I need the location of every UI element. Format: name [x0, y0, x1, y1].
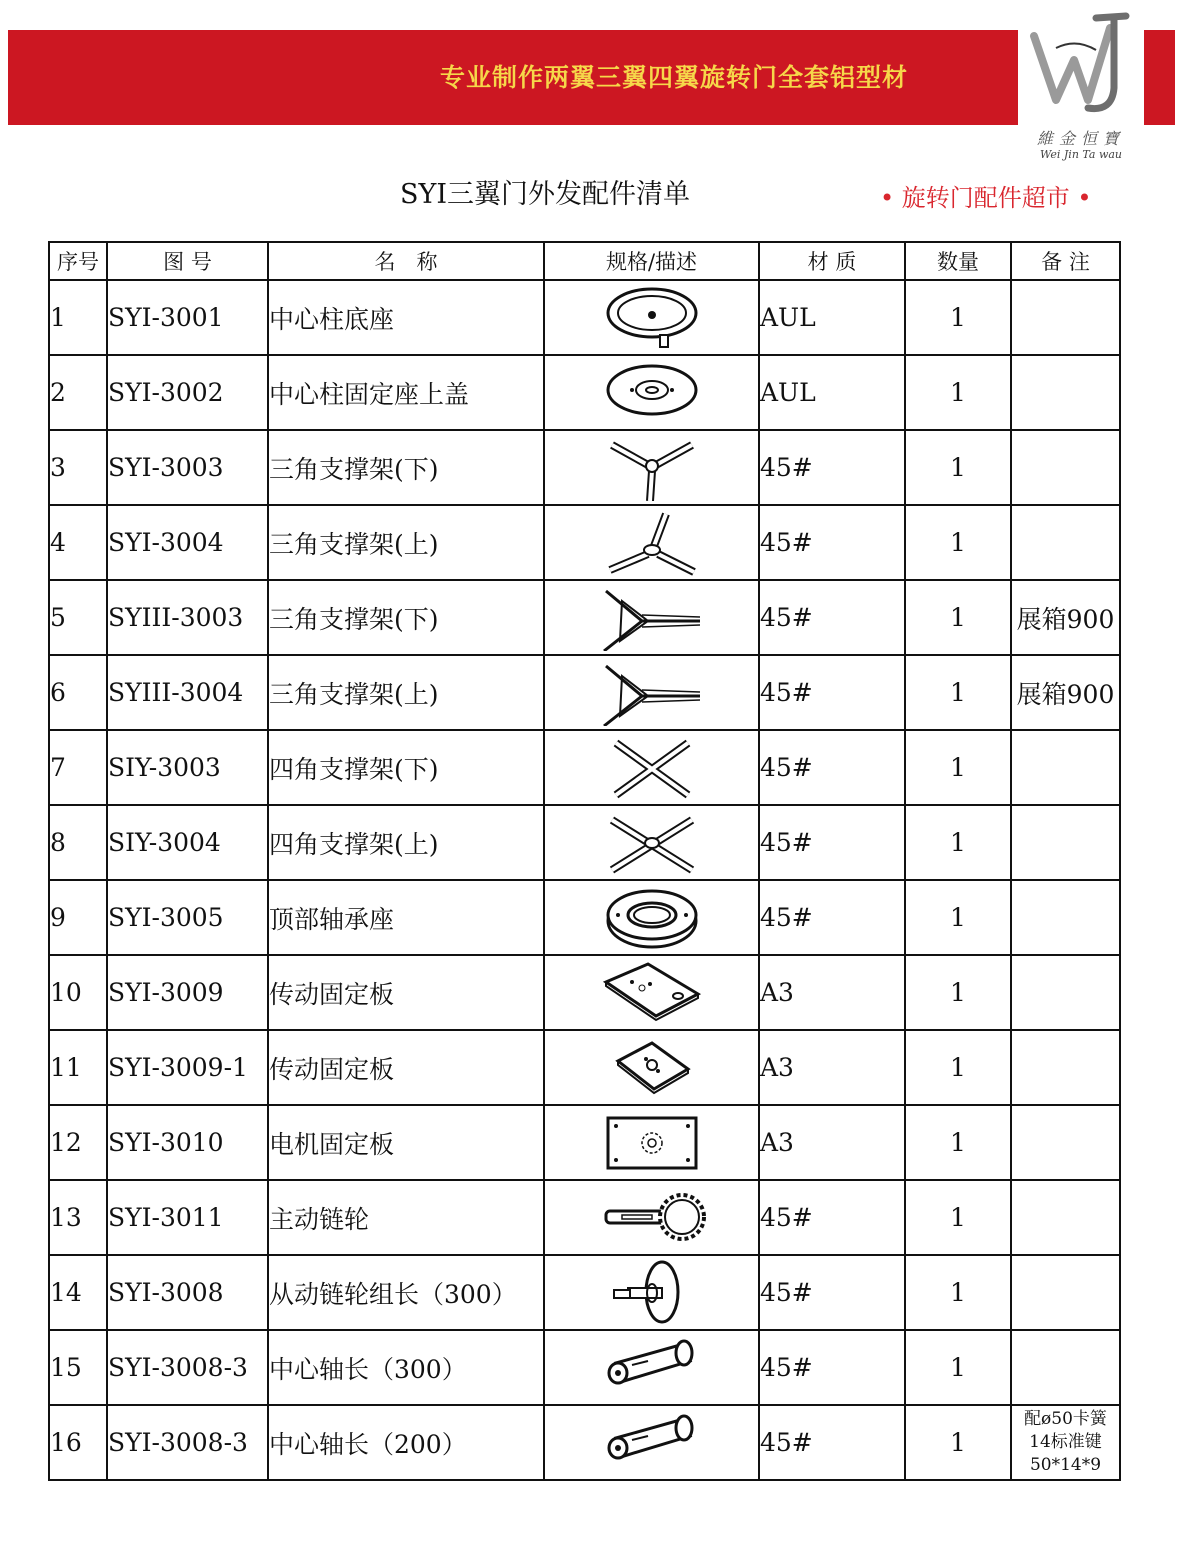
- table-row: [49, 1255, 1120, 1330]
- part-code: SYIII-3004: [107, 655, 268, 730]
- row-index: 3: [49, 430, 107, 505]
- table-row: [49, 355, 1120, 430]
- row-index: 13: [49, 1180, 107, 1255]
- row-index: 15: [49, 1330, 107, 1405]
- part-material: 45#: [759, 505, 905, 580]
- table-row: [49, 1105, 1120, 1180]
- table-row: [49, 505, 1120, 580]
- part-name: 三角支撑架(上): [268, 505, 544, 580]
- row-index: 2: [49, 355, 107, 430]
- plate-holes-icon: [592, 960, 712, 1026]
- tri-bracket-hub-icon: [592, 510, 712, 576]
- logo-english-text: Wei Jin Ta wau: [1039, 148, 1123, 161]
- part-name: 中心柱固定座上盖: [268, 355, 544, 430]
- table-row: [49, 730, 1120, 805]
- part-drawing: [544, 1330, 759, 1405]
- cross-frame-hub-icon: [592, 810, 712, 876]
- header-spec: 规格/描述: [544, 242, 759, 280]
- row-index: 9: [49, 880, 107, 955]
- cross-frame-icon: [592, 735, 712, 801]
- logo-chinese-text: 維金恒寶: [1036, 129, 1125, 148]
- part-note: [1011, 805, 1120, 880]
- part-quantity: 1: [905, 430, 1011, 505]
- part-note: [1011, 430, 1120, 505]
- part-drawing: [544, 1105, 759, 1180]
- part-quantity: 1: [905, 1030, 1011, 1105]
- part-material: A3: [759, 955, 905, 1030]
- part-quantity: 1: [905, 1405, 1011, 1480]
- table-row: [49, 1330, 1120, 1405]
- part-code: SYI-3001: [107, 280, 268, 355]
- table-row: [49, 580, 1120, 655]
- part-name: 从动链轮组长（300）: [268, 1255, 544, 1330]
- row-index: 7: [49, 730, 107, 805]
- part-code: SYI-3005: [107, 880, 268, 955]
- part-code: SIY-3004: [107, 805, 268, 880]
- table-row: [49, 1405, 1120, 1480]
- table-row: [49, 655, 1120, 730]
- part-quantity: 1: [905, 1255, 1011, 1330]
- part-drawing: [544, 1180, 759, 1255]
- header-code: 图 号: [107, 242, 268, 280]
- header-name: 名 称: [268, 242, 544, 280]
- part-note: [1011, 1405, 1120, 1480]
- part-note: [1011, 505, 1120, 580]
- part-code: SYI-3008-3: [107, 1405, 268, 1480]
- part-quantity: 1: [905, 880, 1011, 955]
- part-name: 三角支撑架(下): [268, 580, 544, 655]
- row-index: 11: [49, 1030, 107, 1105]
- part-code: SYI-3009: [107, 955, 268, 1030]
- row-index: 8: [49, 805, 107, 880]
- part-note: [1011, 1180, 1120, 1255]
- part-drawing: [544, 805, 759, 880]
- part-drawing: [544, 355, 759, 430]
- header-index: 序号: [49, 242, 107, 280]
- part-name: 四角支撑架(上): [268, 805, 544, 880]
- part-quantity: 1: [905, 1330, 1011, 1405]
- part-name: 中心轴长（200）: [268, 1405, 544, 1480]
- note-text: 展箱900: [1016, 604, 1115, 634]
- plate-small-icon: [592, 1035, 712, 1101]
- shaft-icon: [592, 1410, 712, 1476]
- part-code: SYI-3003: [107, 430, 268, 505]
- part-code: SYI-3002: [107, 355, 268, 430]
- part-note: [1011, 1255, 1120, 1330]
- part-material: 45#: [759, 805, 905, 880]
- part-code: SYI-3011: [107, 1180, 268, 1255]
- row-index: 10: [49, 955, 107, 1030]
- table-row: [49, 955, 1120, 1030]
- row-index: 4: [49, 505, 107, 580]
- note-text: 配ø50卡簧 14标准键 50*14*9: [1024, 1409, 1107, 1475]
- part-material: 45#: [759, 730, 905, 805]
- part-drawing: [544, 430, 759, 505]
- part-drawing: [544, 655, 759, 730]
- company-logo: [1018, 8, 1144, 160]
- part-material: 45#: [759, 580, 905, 655]
- part-material: 45#: [759, 430, 905, 505]
- part-drawing: [544, 1405, 759, 1480]
- part-material: A3: [759, 1105, 905, 1180]
- logo-wj-icon: [1026, 8, 1138, 120]
- part-name: 主动链轮: [268, 1180, 544, 1255]
- part-drawing: [544, 955, 759, 1030]
- part-name: 传动固定板: [268, 1030, 544, 1105]
- part-material: 45#: [759, 1180, 905, 1255]
- y-frame-icon: [592, 585, 712, 651]
- part-code: SYI-3010: [107, 1105, 268, 1180]
- shaft-icon: [592, 1335, 712, 1401]
- document-title: SYI三翼门外发配件清单: [400, 179, 690, 210]
- base-dish-icon: [592, 285, 712, 351]
- row-index: 12: [49, 1105, 107, 1180]
- part-drawing: [544, 880, 759, 955]
- cover-disc-icon: [592, 360, 712, 426]
- part-quantity: 1: [905, 955, 1011, 1030]
- table-header-row: [49, 242, 1120, 280]
- header-material: 材 质: [759, 242, 905, 280]
- table-row: [49, 430, 1120, 505]
- part-name: 电机固定板: [268, 1105, 544, 1180]
- part-note: [1011, 730, 1120, 805]
- part-name: 顶部轴承座: [268, 880, 544, 955]
- header-note: 备 注: [1011, 242, 1120, 280]
- part-material: AUL: [759, 280, 905, 355]
- part-name: 传动固定板: [268, 955, 544, 1030]
- sprocket-shaft-icon: [592, 1185, 712, 1251]
- part-name: 三角支撑架(下): [268, 430, 544, 505]
- part-quantity: 1: [905, 655, 1011, 730]
- table-row: [49, 880, 1120, 955]
- part-quantity: 1: [905, 1105, 1011, 1180]
- part-drawing: [544, 280, 759, 355]
- part-name: 四角支撑架(下): [268, 730, 544, 805]
- part-note: [1011, 280, 1120, 355]
- row-index: 1: [49, 280, 107, 355]
- part-quantity: 1: [905, 1180, 1011, 1255]
- part-note: [1011, 580, 1120, 655]
- part-quantity: 1: [905, 280, 1011, 355]
- part-quantity: 1: [905, 505, 1011, 580]
- part-name: 中心柱底座: [268, 280, 544, 355]
- part-note: [1011, 655, 1120, 730]
- table-row: [49, 805, 1120, 880]
- part-code: SYI-3008-3: [107, 1330, 268, 1405]
- table-row: [49, 280, 1120, 355]
- part-note: [1011, 955, 1120, 1030]
- row-index: 16: [49, 1405, 107, 1480]
- table-row: [49, 1030, 1120, 1105]
- part-material: 45#: [759, 655, 905, 730]
- part-drawing: [544, 1030, 759, 1105]
- part-code: SYIII-3003: [107, 580, 268, 655]
- part-quantity: 1: [905, 730, 1011, 805]
- part-code: SYI-3004: [107, 505, 268, 580]
- part-note: [1011, 1030, 1120, 1105]
- note-text: 展箱900: [1016, 679, 1115, 709]
- part-note: [1011, 880, 1120, 955]
- part-name: 三角支撑架(上): [268, 655, 544, 730]
- part-material: 45#: [759, 1330, 905, 1405]
- part-drawing: [544, 505, 759, 580]
- part-material: 45#: [759, 1255, 905, 1330]
- banner-text: 专业制作两翼三翼四翼旋转门全套铝型材: [440, 63, 909, 92]
- bearing-ring-icon: [592, 885, 712, 951]
- part-name: 中心轴长（300）: [268, 1330, 544, 1405]
- header-qty: 数量: [905, 242, 1011, 280]
- row-index: 5: [49, 580, 107, 655]
- part-material: 45#: [759, 880, 905, 955]
- part-material: AUL: [759, 355, 905, 430]
- row-index: 6: [49, 655, 107, 730]
- tri-bracket-icon: [592, 435, 712, 501]
- tagline: • 旋转门配件超市 •: [880, 184, 1092, 212]
- motor-plate-icon: [592, 1110, 712, 1176]
- part-note: [1011, 1105, 1120, 1180]
- part-quantity: 1: [905, 355, 1011, 430]
- part-drawing: [544, 730, 759, 805]
- parts-table: [48, 241, 1121, 1481]
- row-index: 14: [49, 1255, 107, 1330]
- y-frame-icon: [592, 660, 712, 726]
- part-note: [1011, 1330, 1120, 1405]
- part-code: SYI-3008: [107, 1255, 268, 1330]
- part-drawing: [544, 1255, 759, 1330]
- part-quantity: 1: [905, 805, 1011, 880]
- table-row: [49, 1180, 1120, 1255]
- part-code: SYI-3009-1: [107, 1030, 268, 1105]
- part-note: [1011, 355, 1120, 430]
- part-code: SIY-3003: [107, 730, 268, 805]
- driven-sprocket-icon: [592, 1260, 712, 1326]
- part-quantity: 1: [905, 580, 1011, 655]
- part-material: 45#: [759, 1405, 905, 1480]
- part-drawing: [544, 580, 759, 655]
- part-material: A3: [759, 1030, 905, 1105]
